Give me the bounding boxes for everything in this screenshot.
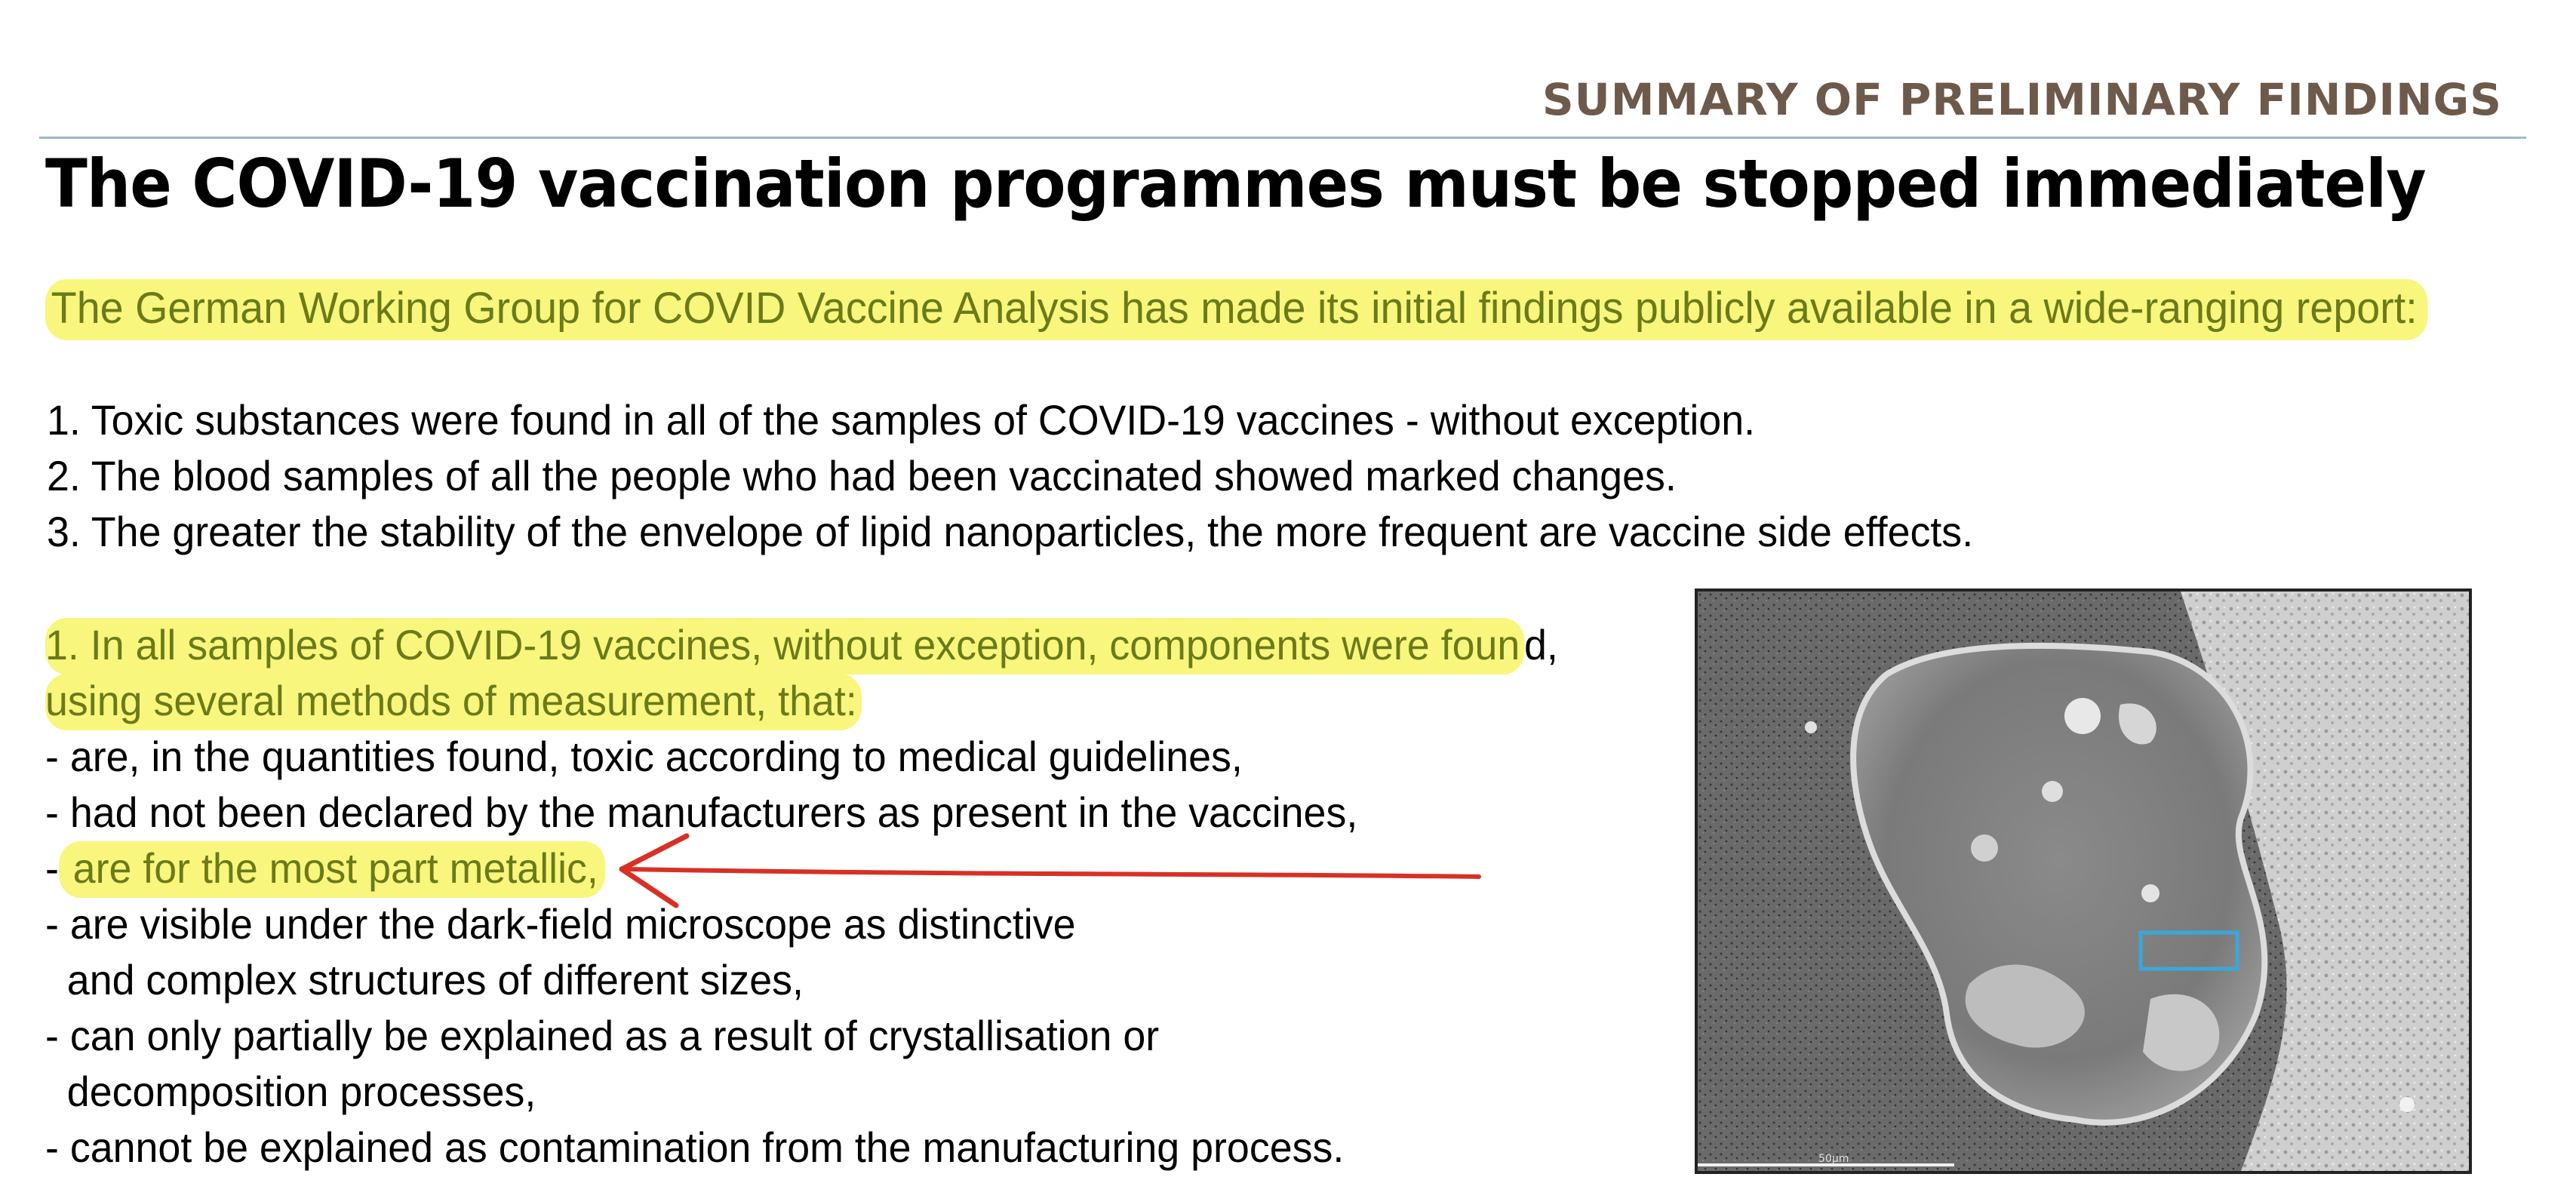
finding-1-bullets bbox=[45, 729, 1610, 1175]
intro-highlighted-text: The German Working Group for COVID Vaccine Analysis has made its initial findings publicly available in a wide-ranging report: bbox=[45, 279, 2427, 340]
bullet-visible-line-2: and complex structures of different sizes, bbox=[66, 956, 804, 1003]
page-title: The COVID-19 vaccination programmes must be stopped immediately bbox=[45, 145, 2426, 223]
summary-findings-list bbox=[47, 392, 1973, 560]
bullet-visible-line-1: - are visible under the dark-field microscope as distinctive bbox=[45, 900, 1076, 948]
finding-1-lead-highlight: 1. In all samples of COVID-19 vaccines, without exception, components were foun bbox=[45, 618, 1524, 675]
summary-point-3: 3. The greater the stability of the envelope of lipid nanoparticles, the more frequent are vaccine side effects. bbox=[47, 508, 1974, 555]
finding-1-lead-tail: d, bbox=[1524, 621, 1558, 668]
finding-1-lead-line-2 bbox=[45, 673, 1610, 729]
intro-paragraph bbox=[45, 281, 2427, 337]
bullet-metallic-highlight: are for the most part metallic, bbox=[59, 841, 606, 898]
bullet-crystallisation-line-1: - can only partially be explained as a result of crystallisation or bbox=[45, 1012, 1160, 1059]
scale-bar-label: 50µm bbox=[1818, 1153, 1849, 1165]
bullet-toxic: - are, in the quantities found, toxic according to medical guidelines, bbox=[45, 733, 1243, 780]
finding-1-lead-line-1 bbox=[45, 617, 1610, 673]
section-header-label: SUMMARY OF PRELIMINARY FINDINGS bbox=[1542, 74, 2502, 125]
bullet-undeclared: - had not been declared by the manufacturers as present in the vaccines, bbox=[45, 788, 1358, 836]
dark-field-microscope-image-icon bbox=[1698, 592, 2469, 1171]
bullet-metallic-dash: - bbox=[45, 844, 59, 892]
summary-point-2: 2. The blood samples of all the people who had been vaccinated showed marked changes. bbox=[47, 452, 1677, 499]
header-divider bbox=[39, 137, 2526, 139]
bullet-contamination: - cannot be explained as contamination from the manufacturing process. bbox=[45, 1123, 1345, 1171]
microscope-image bbox=[1695, 588, 2472, 1174]
red-arrow-annotation bbox=[604, 830, 1494, 913]
bullet-crystallisation-line-2: decomposition processes, bbox=[66, 1068, 536, 1115]
finding-1-lead-highlight-2: using several methods of measurement, that: bbox=[45, 674, 862, 730]
summary-point-1: 1. Toxic substances were found in all of the samples of COVID-19 vaccines - without exception. bbox=[47, 396, 1756, 444]
